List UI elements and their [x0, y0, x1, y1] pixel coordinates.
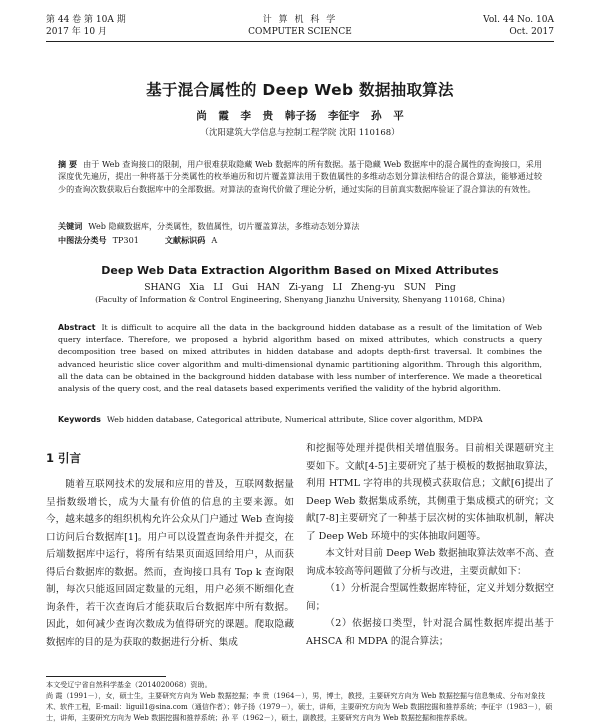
affiliation-en: (Faculty of Information & Control Engineering, Shenyang Jianzhu University, Shenyang 110168, China) [95, 295, 505, 304]
body-paragraph: 本文针对目前 Deep Web 数据抽取算法效率不高、查询成本较高等问题做了分析与改进，主要贡献如下： [306, 548, 554, 577]
header-date-left: 2017 年 10 月 [46, 27, 107, 37]
paper-title-cn: 基于混合属性的 Deep Web 数据抽取算法 [146, 81, 454, 99]
header-volume-left: 第 44 卷 第 10A 期 [46, 15, 126, 25]
keywords-cn [58, 221, 542, 232]
classification-label: 中图法分类号 [58, 235, 107, 245]
abstract-cn-label: 摘 要 [58, 159, 78, 169]
abstract-cn-text: 由于 Web 查询接口的限制，用户很难获取隐藏 Web 数据库的所有数据。基于隐藏 Web 数据库中的混合属性的查询接口，采用深度优先遍历，提出一种将基于分类属性的枚举遍历和切片覆盖算法用于数值属性的多维动态划分算法相结合的混合算法，能够通过较少的查询次数获取后台数据库中的全部数据。对算法的查询代价做了理论分析，通过实际的目前真实数据库验证了混合算法的有效性。 [58, 159, 542, 194]
doc-code-label: 文献标识码 [164, 235, 206, 245]
classification-code: TP301 [112, 235, 139, 245]
section-heading-intro: 1 引言 [46, 451, 82, 465]
footnote-funding: 本文受辽宁省自然科学基金（2014020068）资助。 [46, 680, 212, 689]
journal-name-en: COMPUTER SCIENCE [248, 27, 352, 37]
abstract-en [58, 322, 542, 395]
doc-code: A [211, 235, 218, 245]
keywords-cn-text: Web 隐藏数据库，分类属性，数值属性，切片覆盖算法，多维动态划分算法 [88, 221, 360, 231]
keywords-en [58, 414, 542, 425]
keywords-en-label: Keywords [58, 415, 101, 424]
body-paragraph: 随着互联网技术的发展和应用的普及，互联网数据量呈指数级增长，成为大量有价值的信息的主要来源。如今，越来越多的组织机构允许公众从门户通过 Web 查询接口访问后台数据库[1]。用户可以设置查询条件并提交，在后端数据库中运行，将所有结果页面返回给用户，从而获得后台数据库的数据。然而，查询接口具有 Top k 查询限制，每次只能返回固定数量的元组，用户必须不断细化查询条件，若干次查询后才能获取后台数据库中所有数据。因此，如何减少查询次数成为值得研究的课题。爬取隐藏数据库的目的是为获取的数据进行分析、集成 [46, 479, 294, 648]
paper-title-en: Deep Web Data Extraction Algorithm Based on Mixed Attributes [101, 264, 499, 277]
footnote-rule [46, 676, 166, 677]
body-paragraph: （2）依据接口类型，针对混合属性数据库提出基于 AHSCA 和 MDPA 的混合算法； [306, 618, 554, 647]
body-paragraph: （1）分析混合型属性数据库特征，定义并划分数据空间； [306, 583, 554, 612]
affiliation-cn: （沈阳建筑大学信息与控制工程学院 沈阳 110168） [200, 128, 400, 138]
abstract-en-text: It is difficult to acquire all the data in the background hidden database as a result of the limitation of Web query interface. Therefore, we proposed a hybrid algorithm based on mixed attributes, which constructs a query decomposition tree based on mixed attributes in hidden database and adopts depth-first traversal. It combines the advanced heuristic slice cover algorithm and multi-dimensional dynamic partitioning algorithm. Through this algorithm, all the data can be obtained in the background hidden database with less number of interference. We made a theoretical analysis of the query cost, and the real datasets based experiments verified the validity of the hybrid algorithm. [58, 323, 542, 394]
header-rule [46, 41, 554, 42]
classification-line [58, 235, 217, 246]
authors-en: SHANG Xia LI Gui HAN Zi-yang LI Zheng-yu SUN Ping [144, 282, 456, 293]
abstract-en-label: Abstract [58, 323, 96, 332]
body-right-column [306, 440, 554, 650]
journal-name-cn: 计 算 机 科 学 [262, 15, 338, 25]
keywords-cn-label: 关键词 [58, 221, 83, 231]
footnote-bio: 尚 霞（1991－），女，硕士生，主要研究方向为 Web 数据挖掘；李 贵（1964－），男，博士，教授，主要研究方向为 Web 数据挖掘与信息集成、分布对象技术、软件工程，E-mail：liguil1@sina.com（通信作者）；韩子扬（1979－），硕士，讲师，主要研究方向为 Web 数据挖掘和推荐系统；李征宇（1983－），硕士，讲师，主要研究方向为 Web 数据挖掘和推荐系统；孙 平（1962－），硕士，副教授，主要研究方向为 Web 数据挖掘和推荐系统。 [46, 691, 553, 722]
body-paragraph: 和挖掘等处理并提供相关增值服务。目前相关课题研究主要如下。文献[4-5]主要研究了基于模板的数据抽取算法，利用 HTML 字符串的共现模式获取信息；文献[6]提出了 Deep Web 数据集成系统，其侧重于集成模式的研究；文献[7-8]主要研究了一种基于层次树的实体抽取机制，解决了 Deep Web 环境中的实体抽取问题等。 [306, 443, 554, 542]
abstract-cn [58, 158, 542, 195]
keywords-en-text: Web hidden database, Categorical attribute, Numerical attribute, Slice cover algorithm, MDPA [106, 415, 483, 424]
authors-cn: 尚 霞 李 贵 韩子扬 李征宇 孙 平 [196, 110, 404, 122]
header-volume-right: Vol. 44 No. 10A [483, 15, 554, 25]
header-date-right: Oct. 2017 [509, 27, 554, 37]
body-left-column [46, 448, 294, 651]
